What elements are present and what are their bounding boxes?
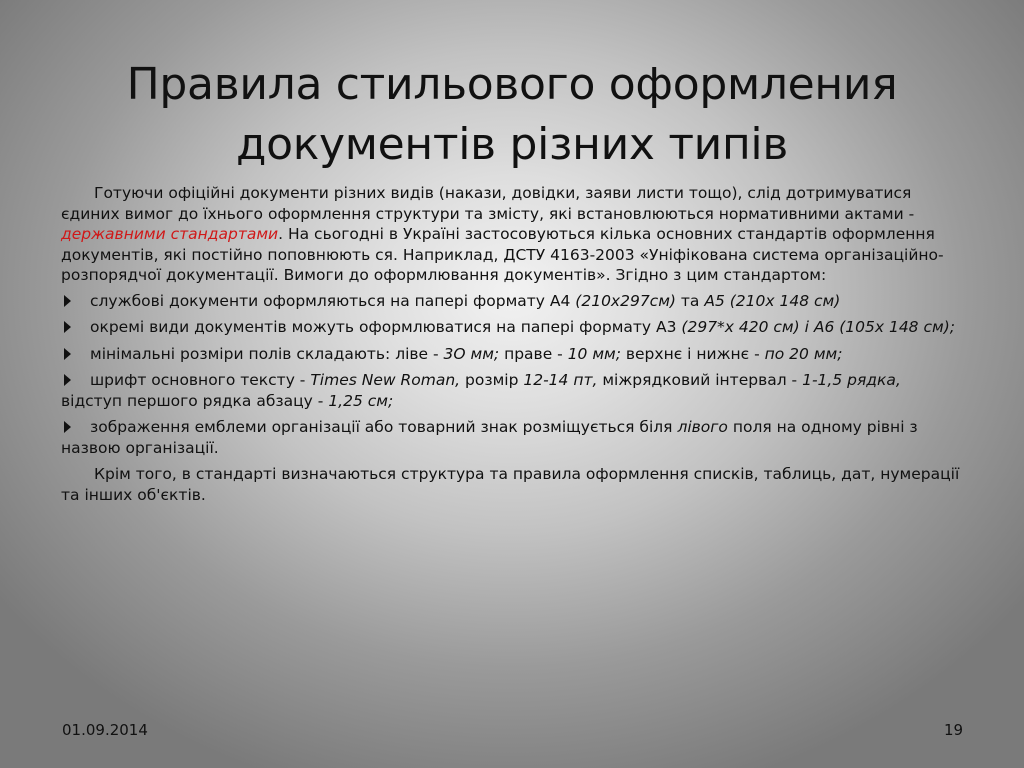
closing-paragraph: Крім того, в стандарті визначаються структура та правила оформлення списків, таблиць, дат, нумерації та інших об'єктів. — [61, 465, 960, 504]
bullet-text: поля на одному рівні з назвою організації. — [61, 418, 918, 457]
bullet-item-paper-a3 — [61, 317, 965, 338]
bullet-arrow-icon — [64, 295, 71, 307]
footer-date: 01.09.2014 — [62, 721, 148, 739]
intro-text-1: Готуючи офіційні документи різних видів (накази, довідки, заяви листи тощо), слід дотримуватися єдиних вимог до їхнього оформлення структури та змісту, які встановлюються нормативними актами - — [61, 184, 915, 223]
slide-number: 19 — [944, 721, 964, 739]
bullet-italic: (210x297см) — [575, 291, 676, 310]
bullet-text: службові документи оформляються на папері формату А4 — [90, 291, 576, 310]
bullet-italic: лівого — [677, 418, 728, 436]
bullet-italic: 10 мм; — [567, 344, 621, 363]
bullet-text: та — [675, 291, 705, 310]
bullet-text: зображення емблеми організації або товарний знак розміщується біля — [90, 418, 678, 436]
bullet-text: верхнє і нижнє - — [620, 344, 765, 363]
intro-paragraph — [61, 183, 965, 286]
slide-body — [61, 183, 965, 510]
bullet-arrow-icon — [64, 321, 71, 333]
slide-title — [60, 55, 964, 175]
bullet-text: міжрядковий інтервал - — [597, 371, 803, 389]
bullet-text: розмір — [460, 371, 524, 389]
intro-text-2: . На сьогодні в Україні застосовуються кілька основних стандартів оформлення документів, які постійно поповнюють ся. Наприклад, ДСТУ 4163-2003 «Уніфікована система організаційно-розпорядчої документації. Вимоги до оформлювання документів». Згідно з цим стандартом: — [61, 225, 944, 284]
bullet-italic: 1-1,5 рядка, — [802, 371, 901, 389]
bullet-italic: 12-14 пт, — [523, 371, 598, 389]
bullet-item-margins — [61, 344, 965, 365]
bullet-italic: А5 (210х 148 см) — [704, 291, 841, 310]
bullet-italic: Times New Roman, — [310, 371, 461, 389]
bullet-arrow-icon — [64, 421, 71, 433]
bullet-text: праве - — [499, 344, 568, 363]
bullet-italic: 1,25 см; — [328, 391, 394, 410]
bullet-item-emblem — [61, 417, 965, 458]
bullet-text: окремі види документів можуть оформлюватися на папері формату А3 — [90, 318, 682, 336]
title-line-1: Правила стильового оформления — [126, 59, 898, 111]
bullet-item-font — [61, 370, 965, 411]
bullet-italic: по 20 мм; — [764, 344, 843, 363]
intro-highlight: державними стандартами — [61, 225, 279, 243]
bullet-item-paper-a4 — [61, 291, 965, 312]
bullet-text: мінімальні розміри полів складають: ліве - — [90, 344, 444, 363]
bullet-text: шрифт основного тексту - — [90, 371, 311, 389]
bullet-italic: (297*х 420 см) і А6 (105х 148 см); — [681, 318, 955, 336]
bullet-italic: 3О мм; — [443, 344, 500, 363]
bullet-arrow-icon — [64, 348, 71, 360]
title-line-2: документів різних типів — [236, 119, 788, 171]
bullet-text: відступ першого рядка абзацу - — [61, 391, 329, 410]
bullet-arrow-icon — [64, 374, 71, 386]
